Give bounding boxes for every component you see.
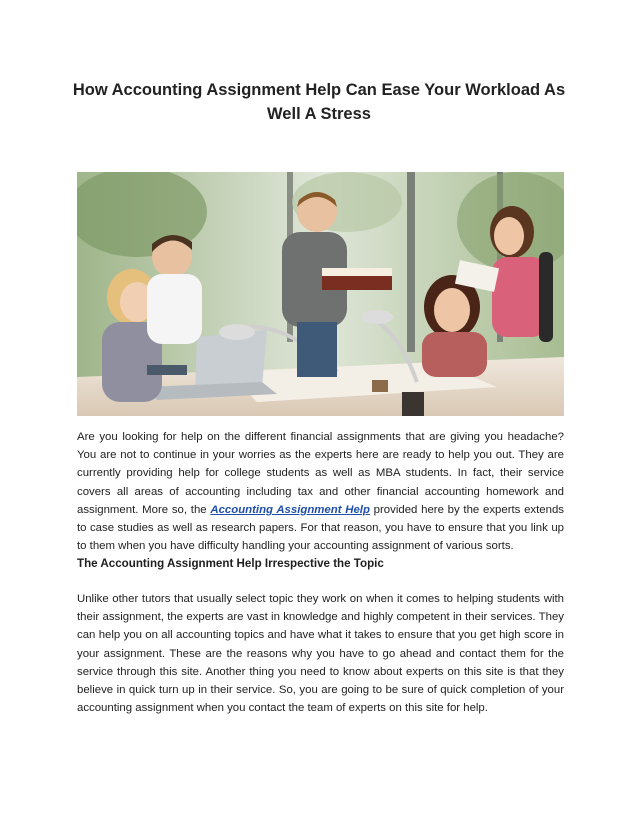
intro-text-end: provided here by the experts extends to case studies as well as research papers. For that reason, you have to ensure that you link up to them when you have difficulty handling your accounting assignment of various sorts. xyxy=(77,503,564,553)
page-title xyxy=(70,78,568,126)
title-line-1: How Accounting Assignment Help Can Ease Your Workload As xyxy=(72,81,566,99)
title-line-2: Well A Stress xyxy=(267,105,371,123)
intro-text-start: Are you looking for help on the different financial assignments that are giving you headache? You are not to continue in your worries as the experts here are ready to help you out. They are currently providing help for college students as well as MBA students. In fact, their service covers all areas of accounting including tax and other financial accounting homework and assignment. More so, the xyxy=(77,431,564,516)
section-paragraph: Unlike other tutors that usually select topic they work on when it comes to helping students with their assignment, the experts are vast in knowledge and highly competent in their services. They can help you on all accounting topics and have what it takes to ensure that you get high score in your assignment. These are the reasons why you have to go ahead and contact them for the service through this site. Another thing you need to know about experts on this site is that they believe in quick turn up in their service. So, you are going to be sure of quick completion of your accounting assignment when you contact the team of experts on this site for help. xyxy=(77,593,564,715)
students-photo xyxy=(77,172,564,416)
intro-paragraph xyxy=(77,428,564,555)
accounting-assignment-help-link[interactable]: Accounting Assignment Help xyxy=(210,503,370,516)
section-heading: The Accounting Assignment Help Irrespective the Topic xyxy=(77,557,384,570)
